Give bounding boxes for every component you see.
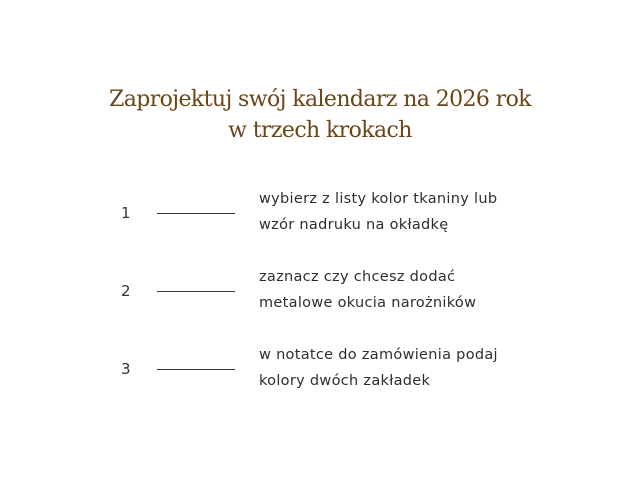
step-1 bbox=[0, 186, 640, 246]
step-number: 2 bbox=[121, 282, 131, 300]
title-line-2: w trzech krokach bbox=[228, 118, 412, 143]
step-description-line-1: w notatce do zamówienia podaj bbox=[259, 347, 498, 363]
step-description-line-2: kolory dwóch zakładek bbox=[259, 373, 431, 389]
step-number: 1 bbox=[121, 204, 131, 222]
step-number: 3 bbox=[121, 360, 131, 378]
step-2 bbox=[0, 264, 640, 324]
step-description-line-2: metalowe okucia narożników bbox=[259, 295, 477, 311]
step-description-line-2: wzór nadruku na okładkę bbox=[259, 217, 449, 233]
step-description bbox=[259, 342, 559, 394]
step-description-line-1: zaznacz czy chcesz dodać bbox=[259, 269, 456, 285]
page-title bbox=[0, 84, 640, 146]
step-divider-line bbox=[157, 213, 235, 214]
step-3 bbox=[0, 342, 640, 402]
step-divider-line bbox=[157, 291, 235, 292]
step-description bbox=[259, 186, 559, 238]
step-description bbox=[259, 264, 559, 316]
step-description-line-1: wybierz z listy kolor tkaniny lub bbox=[259, 191, 498, 207]
step-divider-line bbox=[157, 369, 235, 370]
title-line-1: Zaprojektuj swój kalendarz na 2026 rok bbox=[109, 87, 531, 112]
